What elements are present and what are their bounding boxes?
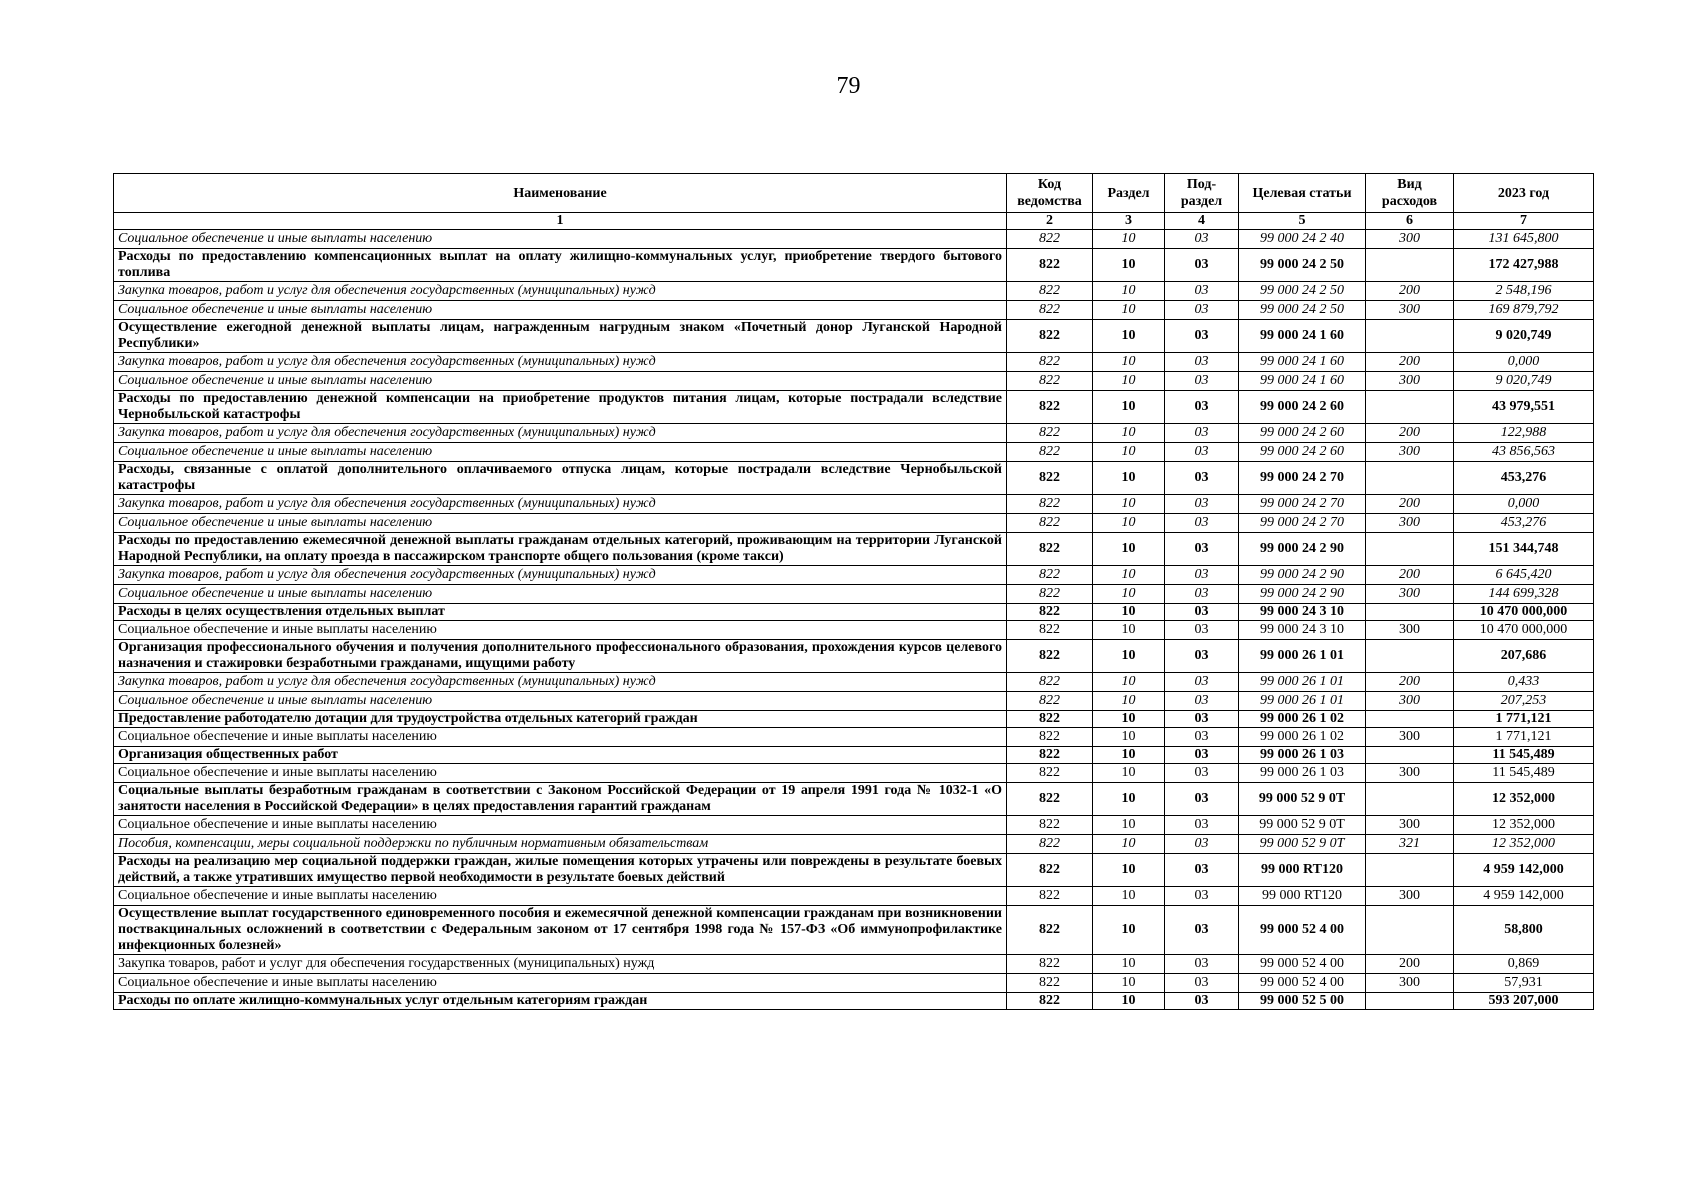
row-razdel: 10	[1093, 353, 1165, 372]
table-row	[114, 764, 1594, 783]
row-name: Закупка товаров, работ и услуг для обеспечения государственных (муниципальных) нужд	[114, 353, 1007, 372]
row-amount: 207,686	[1454, 640, 1594, 673]
row-statya: 99 000 52 4 00	[1239, 955, 1366, 974]
row-vid	[1366, 993, 1454, 1010]
row-statya: 99 000 24 2 60	[1239, 424, 1366, 443]
row-ved: 822	[1007, 835, 1093, 854]
row-name: Расходы по предоставлению ежемесячной денежной выплаты гражданам отдельных категорий, проживающим на территории Луганской Народной Республики, на оплату проезда в пассажирском транспорте общего пользования (кроме такси)	[114, 533, 1007, 566]
column-number: 1	[114, 213, 1007, 230]
row-statya: 99 000 24 2 50	[1239, 282, 1366, 301]
row-podrazdel: 03	[1165, 372, 1239, 391]
table-row	[114, 372, 1594, 391]
row-podrazdel: 03	[1165, 604, 1239, 621]
table-row	[114, 816, 1594, 835]
row-razdel: 10	[1093, 462, 1165, 495]
row-ved: 822	[1007, 906, 1093, 955]
row-statya: 99 000 24 2 90	[1239, 566, 1366, 585]
row-podrazdel: 03	[1165, 764, 1239, 783]
row-statya: 99 000 26 1 02	[1239, 728, 1366, 747]
row-statya: 99 000 RT120	[1239, 854, 1366, 887]
row-razdel: 10	[1093, 747, 1165, 764]
row-amount: 453,276	[1454, 462, 1594, 495]
row-name: Расходы по оплате жилищно-коммунальных услуг отдельным категориям граждан	[114, 993, 1007, 1010]
row-ved: 822	[1007, 585, 1093, 604]
row-amount: 9 020,749	[1454, 372, 1594, 391]
row-vid	[1366, 320, 1454, 353]
row-amount: 2 548,196	[1454, 282, 1594, 301]
row-ved: 822	[1007, 391, 1093, 424]
row-statya: 99 000 24 2 60	[1239, 443, 1366, 462]
row-name: Социальное обеспечение и иные выплаты населению	[114, 764, 1007, 783]
row-name: Осуществление ежегодной денежной выплаты лицам, награжденным нагрудным знаком «Почетный донор Луганской Народной Республики»	[114, 320, 1007, 353]
row-statya: 99 000 26 1 01	[1239, 692, 1366, 711]
table-row	[114, 495, 1594, 514]
row-vid: 300	[1366, 764, 1454, 783]
header-ved: Код ведомства	[1007, 174, 1093, 213]
row-vid	[1366, 640, 1454, 673]
row-razdel: 10	[1093, 816, 1165, 835]
row-statya: 99 000 24 1 60	[1239, 320, 1366, 353]
row-ved: 822	[1007, 424, 1093, 443]
row-razdel: 10	[1093, 495, 1165, 514]
row-ved: 822	[1007, 783, 1093, 816]
row-razdel: 10	[1093, 711, 1165, 728]
column-number: 4	[1165, 213, 1239, 230]
table-row	[114, 566, 1594, 585]
row-ved: 822	[1007, 353, 1093, 372]
row-statya: 99 000 26 1 02	[1239, 711, 1366, 728]
row-statya: 99 000 24 2 90	[1239, 585, 1366, 604]
table-row	[114, 747, 1594, 764]
row-podrazdel: 03	[1165, 320, 1239, 353]
table-row	[114, 514, 1594, 533]
row-vid: 200	[1366, 424, 1454, 443]
column-number: 6	[1366, 213, 1454, 230]
row-vid	[1366, 604, 1454, 621]
row-name: Социальное обеспечение и иные выплаты населению	[114, 301, 1007, 320]
row-vid	[1366, 249, 1454, 282]
row-vid: 300	[1366, 974, 1454, 993]
row-podrazdel: 03	[1165, 816, 1239, 835]
row-amount: 9 020,749	[1454, 320, 1594, 353]
row-razdel: 10	[1093, 835, 1165, 854]
row-ved: 822	[1007, 692, 1093, 711]
table-row	[114, 993, 1594, 1010]
row-statya: 99 000 52 9 0Т	[1239, 816, 1366, 835]
row-vid: 321	[1366, 835, 1454, 854]
row-amount: 12 352,000	[1454, 783, 1594, 816]
row-podrazdel: 03	[1165, 301, 1239, 320]
table-row	[114, 249, 1594, 282]
header-vid: Вид расходов	[1366, 174, 1454, 213]
row-ved: 822	[1007, 621, 1093, 640]
table-row	[114, 711, 1594, 728]
row-amount: 172 427,988	[1454, 249, 1594, 282]
row-name: Закупка товаров, работ и услуг для обеспечения государственных (муниципальных) нужд	[114, 495, 1007, 514]
row-ved: 822	[1007, 249, 1093, 282]
row-name: Социальное обеспечение и иные выплаты населению	[114, 887, 1007, 906]
row-amount: 11 545,489	[1454, 747, 1594, 764]
row-statya: 99 000 RT120	[1239, 887, 1366, 906]
row-vid: 300	[1366, 887, 1454, 906]
row-name: Расходы на реализацию мер социальной поддержки граждан, жилые помещения которых утрачены или повреждены в результате боевых действий, а также утративших имущество первой необходимости в результате боевых действий	[114, 854, 1007, 887]
row-razdel: 10	[1093, 566, 1165, 585]
row-amount: 12 352,000	[1454, 816, 1594, 835]
header-row	[114, 174, 1594, 213]
table-row	[114, 955, 1594, 974]
row-name: Расходы в целях осуществления отдельных выплат	[114, 604, 1007, 621]
row-name: Предоставление работодателю дотации для трудоустройства отдельных категорий граждан	[114, 711, 1007, 728]
row-podrazdel: 03	[1165, 955, 1239, 974]
table-row	[114, 585, 1594, 604]
row-razdel: 10	[1093, 320, 1165, 353]
row-ved: 822	[1007, 320, 1093, 353]
row-podrazdel: 03	[1165, 282, 1239, 301]
row-vid: 300	[1366, 230, 1454, 249]
row-podrazdel: 03	[1165, 566, 1239, 585]
header-name: Наименование	[114, 174, 1007, 213]
row-ved: 822	[1007, 282, 1093, 301]
row-name: Социальное обеспечение и иные выплаты населению	[114, 621, 1007, 640]
row-razdel: 10	[1093, 391, 1165, 424]
row-razdel: 10	[1093, 621, 1165, 640]
row-vid: 200	[1366, 566, 1454, 585]
row-vid	[1366, 391, 1454, 424]
row-razdel: 10	[1093, 955, 1165, 974]
row-amount: 453,276	[1454, 514, 1594, 533]
table-row	[114, 621, 1594, 640]
row-ved: 822	[1007, 230, 1093, 249]
row-amount: 0,433	[1454, 673, 1594, 692]
row-razdel: 10	[1093, 728, 1165, 747]
row-ved: 822	[1007, 711, 1093, 728]
row-name: Социальное обеспечение и иные выплаты населению	[114, 585, 1007, 604]
table-row	[114, 462, 1594, 495]
row-name: Пособия, компенсации, меры социальной поддержки по публичным нормативным обязательствам	[114, 835, 1007, 854]
row-name: Социальное обеспечение и иные выплаты населению	[114, 443, 1007, 462]
table-row	[114, 887, 1594, 906]
row-amount: 58,800	[1454, 906, 1594, 955]
row-razdel: 10	[1093, 301, 1165, 320]
row-vid	[1366, 747, 1454, 764]
row-ved: 822	[1007, 764, 1093, 783]
row-vid: 300	[1366, 443, 1454, 462]
table-row	[114, 301, 1594, 320]
row-ved: 822	[1007, 854, 1093, 887]
table-row	[114, 728, 1594, 747]
row-amount: 43 979,551	[1454, 391, 1594, 424]
budget-table	[113, 173, 1594, 1010]
row-amount: 11 545,489	[1454, 764, 1594, 783]
row-amount: 144 699,328	[1454, 585, 1594, 604]
row-name: Социальное обеспечение и иные выплаты населению	[114, 728, 1007, 747]
row-vid: 200	[1366, 955, 1454, 974]
row-ved: 822	[1007, 443, 1093, 462]
row-razdel: 10	[1093, 764, 1165, 783]
row-amount: 57,931	[1454, 974, 1594, 993]
row-podrazdel: 03	[1165, 835, 1239, 854]
table-row	[114, 974, 1594, 993]
row-amount: 0,869	[1454, 955, 1594, 974]
table-row	[114, 854, 1594, 887]
row-amount: 593 207,000	[1454, 993, 1594, 1010]
row-vid: 300	[1366, 816, 1454, 835]
row-podrazdel: 03	[1165, 728, 1239, 747]
row-razdel: 10	[1093, 692, 1165, 711]
row-podrazdel: 03	[1165, 974, 1239, 993]
row-amount: 10 470 000,000	[1454, 604, 1594, 621]
row-amount: 4 959 142,000	[1454, 854, 1594, 887]
row-statya: 99 000 24 2 70	[1239, 514, 1366, 533]
row-podrazdel: 03	[1165, 443, 1239, 462]
table-row	[114, 391, 1594, 424]
row-amount: 0,000	[1454, 353, 1594, 372]
row-razdel: 10	[1093, 783, 1165, 816]
row-name: Социальное обеспечение и иные выплаты населению	[114, 692, 1007, 711]
row-podrazdel: 03	[1165, 747, 1239, 764]
row-podrazdel: 03	[1165, 621, 1239, 640]
row-statya: 99 000 24 2 70	[1239, 462, 1366, 495]
row-vid: 200	[1366, 495, 1454, 514]
row-razdel: 10	[1093, 372, 1165, 391]
row-razdel: 10	[1093, 249, 1165, 282]
row-name: Расходы, связанные с оплатой дополнительного оплачиваемого отпуска лицам, которые пострадали вследствие Чернобыльской катастрофы	[114, 462, 1007, 495]
row-statya: 99 000 24 3 10	[1239, 604, 1366, 621]
row-razdel: 10	[1093, 230, 1165, 249]
row-statya: 99 000 52 9 0Т	[1239, 783, 1366, 816]
row-statya: 99 000 24 1 60	[1239, 372, 1366, 391]
row-podrazdel: 03	[1165, 993, 1239, 1010]
row-podrazdel: 03	[1165, 783, 1239, 816]
row-razdel: 10	[1093, 673, 1165, 692]
row-vid: 300	[1366, 728, 1454, 747]
row-ved: 822	[1007, 728, 1093, 747]
row-razdel: 10	[1093, 974, 1165, 993]
table-row	[114, 835, 1594, 854]
row-vid: 300	[1366, 692, 1454, 711]
row-razdel: 10	[1093, 854, 1165, 887]
row-ved: 822	[1007, 640, 1093, 673]
header-statya: Целевая статьи	[1239, 174, 1366, 213]
row-amount: 12 352,000	[1454, 835, 1594, 854]
table-row	[114, 783, 1594, 816]
row-statya: 99 000 26 1 01	[1239, 640, 1366, 673]
header-razdel: Раздел	[1093, 174, 1165, 213]
table-row	[114, 906, 1594, 955]
row-name: Социальное обеспечение и иные выплаты населению	[114, 230, 1007, 249]
row-podrazdel: 03	[1165, 230, 1239, 249]
row-razdel: 10	[1093, 533, 1165, 566]
row-name: Социальное обеспечение и иные выплаты населению	[114, 974, 1007, 993]
row-name: Закупка товаров, работ и услуг для обеспечения государственных (муниципальных) нужд	[114, 673, 1007, 692]
row-ved: 822	[1007, 955, 1093, 974]
row-ved: 822	[1007, 533, 1093, 566]
row-podrazdel: 03	[1165, 640, 1239, 673]
table-row	[114, 282, 1594, 301]
row-statya: 99 000 52 4 00	[1239, 974, 1366, 993]
column-number-row	[114, 213, 1594, 230]
table-row	[114, 692, 1594, 711]
table-row	[114, 673, 1594, 692]
row-statya: 99 000 24 2 70	[1239, 495, 1366, 514]
row-amount: 1 771,121	[1454, 728, 1594, 747]
row-ved: 822	[1007, 974, 1093, 993]
row-amount: 169 879,792	[1454, 301, 1594, 320]
row-name: Социальное обеспечение и иные выплаты населению	[114, 514, 1007, 533]
row-name: Расходы по предоставлению компенсационных выплат на оплату жилищно-коммунальных услуг, приобретение твердого бытового топлива	[114, 249, 1007, 282]
row-statya: 99 000 26 1 03	[1239, 764, 1366, 783]
row-podrazdel: 03	[1165, 391, 1239, 424]
row-amount: 151 344,748	[1454, 533, 1594, 566]
row-ved: 822	[1007, 566, 1093, 585]
row-podrazdel: 03	[1165, 353, 1239, 372]
row-podrazdel: 03	[1165, 495, 1239, 514]
row-name: Осуществление выплат государственного единовременного пособия и ежемесячной денежной компенсации гражданам при возникновении поствакцинальных осложнений в соответствии с Федеральным законом от 17 сентября 1998 года № 157-ФЗ «Об иммунопрофилактике инфекционных болезней»	[114, 906, 1007, 955]
row-name: Социальное обеспечение и иные выплаты населению	[114, 372, 1007, 391]
row-amount: 131 645,800	[1454, 230, 1594, 249]
column-number: 7	[1454, 213, 1594, 230]
row-razdel: 10	[1093, 443, 1165, 462]
row-podrazdel: 03	[1165, 424, 1239, 443]
row-statya: 99 000 24 2 90	[1239, 533, 1366, 566]
row-vid	[1366, 783, 1454, 816]
row-statya: 99 000 24 2 50	[1239, 249, 1366, 282]
row-podrazdel: 03	[1165, 514, 1239, 533]
row-podrazdel: 03	[1165, 673, 1239, 692]
row-ved: 822	[1007, 673, 1093, 692]
row-amount: 6 645,420	[1454, 566, 1594, 585]
table-row	[114, 424, 1594, 443]
row-name: Организация общественных работ	[114, 747, 1007, 764]
row-name: Закупка товаров, работ и услуг для обеспечения государственных (муниципальных) нужд	[114, 566, 1007, 585]
table-row	[114, 640, 1594, 673]
row-razdel: 10	[1093, 993, 1165, 1010]
row-ved: 822	[1007, 514, 1093, 533]
table-row	[114, 604, 1594, 621]
row-statya: 99 000 26 1 03	[1239, 747, 1366, 764]
row-razdel: 10	[1093, 640, 1165, 673]
column-number: 5	[1239, 213, 1366, 230]
row-vid: 200	[1366, 673, 1454, 692]
row-name: Расходы по предоставлению денежной компенсации на приобретение продуктов питания лицам, которые пострадали вследствие Чернобыльской катастрофы	[114, 391, 1007, 424]
row-vid: 300	[1366, 514, 1454, 533]
row-amount: 207,253	[1454, 692, 1594, 711]
row-amount: 1 771,121	[1454, 711, 1594, 728]
row-vid: 200	[1366, 353, 1454, 372]
table-row	[114, 353, 1594, 372]
row-name: Закупка товаров, работ и услуг для обеспечения государственных (муниципальных) нужд	[114, 424, 1007, 443]
page-number: 79	[836, 73, 861, 99]
row-statya: 99 000 24 2 60	[1239, 391, 1366, 424]
row-vid	[1366, 906, 1454, 955]
row-statya: 99 000 24 1 60	[1239, 353, 1366, 372]
row-vid: 200	[1366, 282, 1454, 301]
row-name: Закупка товаров, работ и услуг для обеспечения государственных (муниципальных) нужд	[114, 282, 1007, 301]
row-podrazdel: 03	[1165, 711, 1239, 728]
row-statya: 99 000 52 9 0Т	[1239, 835, 1366, 854]
row-podrazdel: 03	[1165, 854, 1239, 887]
row-ved: 822	[1007, 816, 1093, 835]
row-name: Социальные выплаты безработным гражданам в соответствии с Законом Российской Федерации от 19 апреля 1991 года № 1032-1 «О занятости населения в Российской Федерации» в целях предоставления гарантий гражданам	[114, 783, 1007, 816]
table-row	[114, 443, 1594, 462]
header-podrazdel: Под-раздел	[1165, 174, 1239, 213]
row-statya: 99 000 24 2 40	[1239, 230, 1366, 249]
table-body	[114, 230, 1594, 1010]
row-statya: 99 000 24 3 10	[1239, 621, 1366, 640]
table-row	[114, 320, 1594, 353]
row-amount: 10 470 000,000	[1454, 621, 1594, 640]
row-razdel: 10	[1093, 887, 1165, 906]
row-razdel: 10	[1093, 604, 1165, 621]
row-podrazdel: 03	[1165, 462, 1239, 495]
row-podrazdel: 03	[1165, 887, 1239, 906]
row-vid: 300	[1366, 585, 1454, 604]
row-amount: 0,000	[1454, 495, 1594, 514]
row-razdel: 10	[1093, 906, 1165, 955]
row-ved: 822	[1007, 604, 1093, 621]
row-ved: 822	[1007, 301, 1093, 320]
row-vid: 300	[1366, 301, 1454, 320]
row-statya: 99 000 26 1 01	[1239, 673, 1366, 692]
row-podrazdel: 03	[1165, 692, 1239, 711]
table-row	[114, 533, 1594, 566]
row-statya: 99 000 24 2 50	[1239, 301, 1366, 320]
row-name: Социальное обеспечение и иные выплаты населению	[114, 816, 1007, 835]
row-razdel: 10	[1093, 585, 1165, 604]
row-ved: 822	[1007, 372, 1093, 391]
row-vid	[1366, 462, 1454, 495]
row-vid	[1366, 533, 1454, 566]
row-podrazdel: 03	[1165, 249, 1239, 282]
row-podrazdel: 03	[1165, 585, 1239, 604]
table-row	[114, 230, 1594, 249]
row-statya: 99 000 52 5 00	[1239, 993, 1366, 1010]
row-name: Организация профессионального обучения и получения дополнительного профессионального образования, прохождения курсов целевого назначения и стажировки безработными гражданами, ищущими работу	[114, 640, 1007, 673]
row-ved: 822	[1007, 462, 1093, 495]
row-razdel: 10	[1093, 282, 1165, 301]
column-number: 3	[1093, 213, 1165, 230]
row-vid: 300	[1366, 621, 1454, 640]
row-amount: 4 959 142,000	[1454, 887, 1594, 906]
row-vid	[1366, 854, 1454, 887]
header-year: 2023 год	[1454, 174, 1594, 213]
row-ved: 822	[1007, 887, 1093, 906]
row-vid: 300	[1366, 372, 1454, 391]
row-statya: 99 000 52 4 00	[1239, 906, 1366, 955]
row-ved: 822	[1007, 993, 1093, 1010]
row-ved: 822	[1007, 747, 1093, 764]
row-ved: 822	[1007, 495, 1093, 514]
row-razdel: 10	[1093, 514, 1165, 533]
row-amount: 122,988	[1454, 424, 1594, 443]
row-razdel: 10	[1093, 424, 1165, 443]
row-amount: 43 856,563	[1454, 443, 1594, 462]
row-podrazdel: 03	[1165, 533, 1239, 566]
row-vid	[1366, 711, 1454, 728]
row-podrazdel: 03	[1165, 906, 1239, 955]
column-number: 2	[1007, 213, 1093, 230]
row-name: Закупка товаров, работ и услуг для обеспечения государственных (муниципальных) нужд	[114, 955, 1007, 974]
